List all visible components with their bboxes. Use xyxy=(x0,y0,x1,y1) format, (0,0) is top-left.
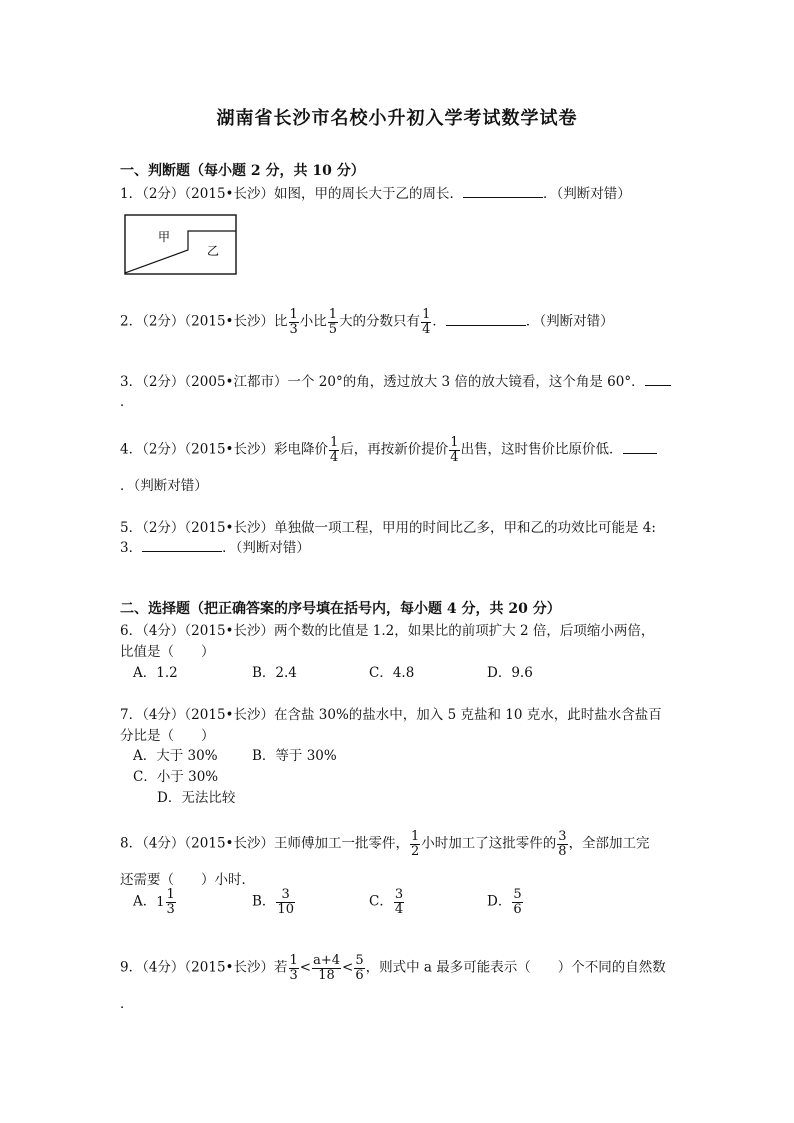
q8-mid: 小时加工了这批零件的 xyxy=(421,835,557,852)
q7-option-c[interactable]: C．小于 30% xyxy=(133,769,219,785)
page-title: 湖南省长沙市名校小升初入学考试数学试卷 xyxy=(216,108,578,129)
q8-option-d-fraction: $\frac{5}{6}$ xyxy=(513,887,522,917)
q9-fraction-2: $\frac{a+4}{18}$ xyxy=(313,953,341,983)
q7-line2: 分比是（ ） xyxy=(120,728,215,744)
q2-fraction-3: $\frac{1}{4}$ xyxy=(422,307,431,337)
section1-heading: 一、判断题（每小题 2 分，共 10 分） xyxy=(120,163,365,179)
q3-text: 3．（2分）（2005•江都市）一个 20°的角，透过放大 3 倍的放大镜看，这个角是 60°． xyxy=(120,374,645,390)
q2-fraction-2: $\frac{1}{5}$ xyxy=(328,307,338,337)
q3-answer-blank[interactable] xyxy=(645,373,671,386)
q8-tail: ，全部加工完 xyxy=(568,835,650,852)
question-6: 6．（4分）（2015•长沙）两个数的比值是 1.2，如果比的前项扩大 2 倍，后项缩小两倍， xyxy=(120,623,655,639)
q9-tail: ，则式中 a 最多可能表示（ ）个不同的自然数 xyxy=(365,959,666,976)
q8-line2: 还需要（ ）小时． xyxy=(120,872,255,888)
fig-label-jia: 甲 xyxy=(158,230,171,244)
q8-option-d[interactable]: D． $\frac{5}{6}$ xyxy=(487,887,522,917)
q6-line2: 比值是（ ） xyxy=(120,644,215,660)
q9-fraction-3: $\frac{5}{6}$ xyxy=(355,953,364,983)
q9-line2: ． xyxy=(120,996,134,1012)
q6-option-a[interactable]: A．1.2 xyxy=(133,665,178,681)
q3-line2: ． xyxy=(120,394,134,410)
q6-option-d[interactable]: D．9.6 xyxy=(487,665,533,681)
question-4 xyxy=(120,436,657,464)
q2-fraction-1: $\frac{1}{3}$ xyxy=(289,307,298,337)
q8-option-b[interactable]: B． $\frac{3}{10}$ xyxy=(252,887,294,917)
q2-mid1: 小比 xyxy=(299,313,327,330)
q6-option-c[interactable]: C．4.8 xyxy=(369,665,415,681)
q8-fraction-1: $\frac{1}{2}$ xyxy=(411,829,420,859)
q4-pre: 4．（2分）（2015•长沙）彩电降价 xyxy=(120,441,328,458)
q2-answer-blank[interactable] xyxy=(446,313,526,326)
q4-tail: 出售，这时售价比原价低． xyxy=(460,441,623,458)
q8-option-c[interactable]: C． $\frac{3}{4}$ xyxy=(369,887,404,917)
question-1 xyxy=(120,182,631,202)
q4-answer-blank[interactable] xyxy=(623,441,657,454)
q4-fraction-1: $\frac{1}{4}$ xyxy=(330,435,339,465)
question-7: 7．（4分）（2015•长沙）在含盐 30%的盐水中，加入 5 克盐和 10 克水，此时盐水含盐百 xyxy=(120,707,662,723)
q2-mid2: 大的分数只有 xyxy=(339,313,421,330)
q1-answer-blank[interactable] xyxy=(463,185,543,198)
question-9: 9．（4分）（2015•长沙）若 $\frac{1}{3}$ < $\frac{a+4}{18}$ < $\frac{5}{6}$ ，则式中 a 最多可能表示（ ）个不同的自然数 xyxy=(120,953,666,983)
q5-line2-tail: ．（判断对错） xyxy=(222,540,310,556)
q7-option-d[interactable]: D．无法比较 xyxy=(157,790,236,806)
q8-fraction-2: $\frac{3}{8}$ xyxy=(558,829,567,859)
q5-line2-pre: 3． xyxy=(120,540,143,556)
q5-answer-blank[interactable] xyxy=(142,539,222,552)
q1-tail: ．（判断对错） xyxy=(543,186,631,202)
q6-option-b[interactable]: B．2.4 xyxy=(252,665,297,681)
q8-pre: 8．（4分）（2015•长沙）王师傅加工一批零件， xyxy=(120,835,409,852)
q8-option-c-fraction: $\frac{3}{4}$ xyxy=(394,887,404,917)
q1-figure xyxy=(124,214,238,276)
q8-option-a-fraction: $\frac{1}{3}$ xyxy=(166,887,175,917)
q4-line2: ．（判断对错） xyxy=(120,478,208,494)
q8-option-b-fraction: $\frac{3}{10}$ xyxy=(277,887,294,917)
q7-option-b[interactable]: B．等于 30% xyxy=(252,748,337,764)
q4-fraction-2: $\frac{1}{4}$ xyxy=(450,435,459,465)
q1-text: 1．（2分）（2015•长沙）如图，甲的周长大于乙的周长． xyxy=(120,186,463,202)
question-8 xyxy=(120,830,650,858)
q7-option-a[interactable]: A．大于 30% xyxy=(133,748,218,764)
q9-fraction-1: $\frac{1}{3}$ xyxy=(289,953,298,983)
q2-tail: ．（判断对错） xyxy=(525,313,614,330)
q2-pre: 2．（2分）（2015•长沙）比 xyxy=(120,313,288,330)
q4-mid: 后，再按新价提价 xyxy=(340,441,449,458)
fig-label-yi: 乙 xyxy=(207,244,220,258)
question-3 xyxy=(120,370,671,390)
q8-option-a[interactable]: A．1 $\frac{1}{3}$ xyxy=(133,887,175,917)
question-2: 2．（2分）（2015•长沙）比 $\frac{1}{3}$ 小比 $\frac{1}{5}$ 大的分数只有 $\frac{1}{4}$ ． ．（判断对错） xyxy=(120,307,614,337)
q5-line2 xyxy=(120,536,310,556)
question-5: 5．（2分）（2015•长沙）单独做一项工程，甲用的时间比乙多，甲和乙的功效比可能是 4: xyxy=(120,520,656,536)
q9-pre: 9．（4分）（2015•长沙）若 xyxy=(120,959,288,976)
section2-heading: 二、选择题（把正确答案的序号填在括号内，每小题 4 分，共 20 分） xyxy=(120,601,561,617)
